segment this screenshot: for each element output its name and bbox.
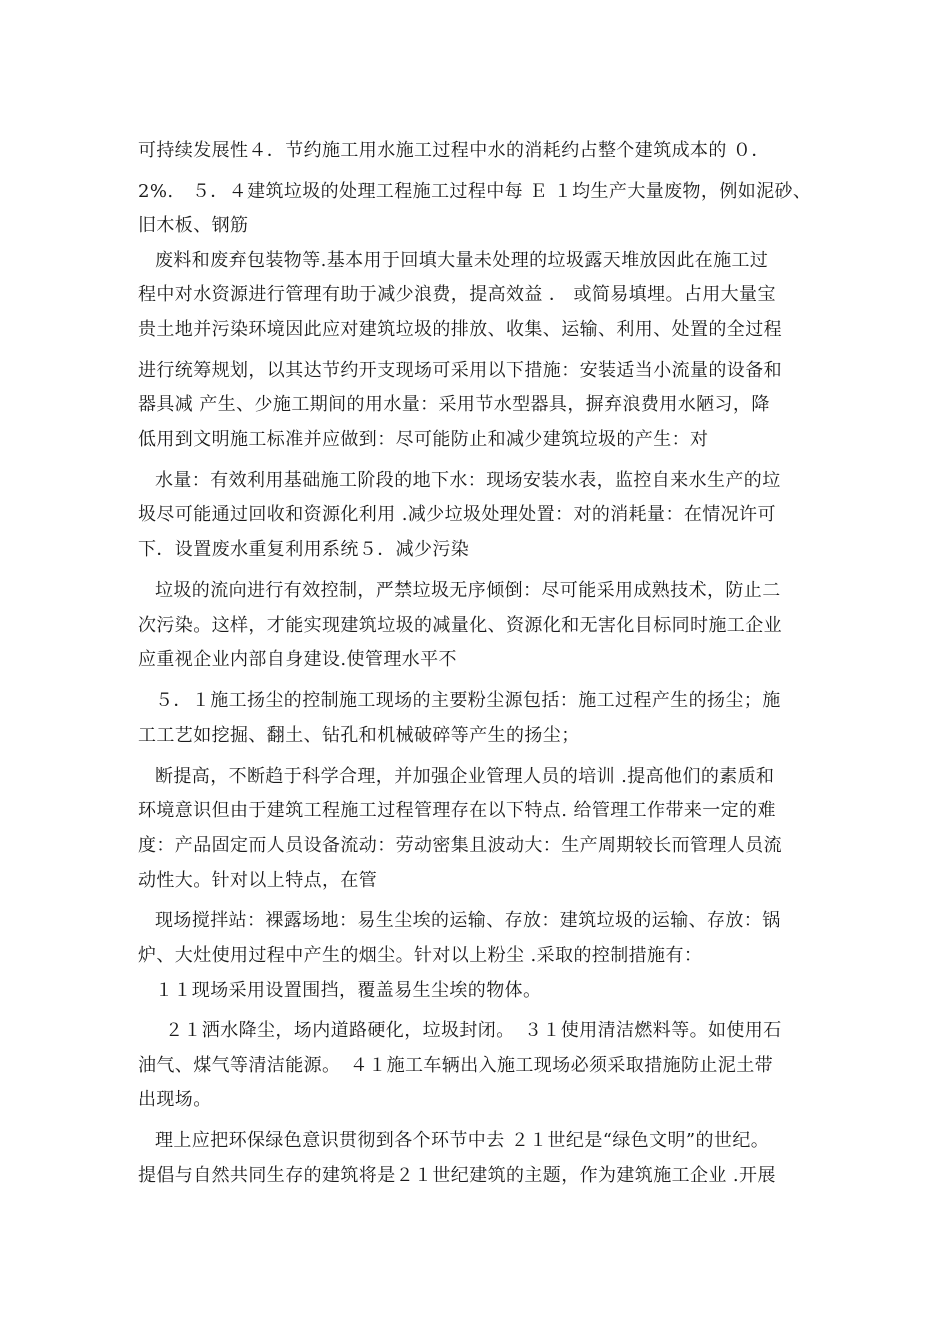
- text-line: 旧木板、钢筋: [138, 215, 249, 236]
- text-line: 工工艺如挖掘、翻土、钻孔和机械破碎等产生的扬尘；: [138, 725, 580, 746]
- text-line: 现场搅拌站：裸露场地：易生尘埃的运输、存放：建筑垃圾的运输、存放：锅: [155, 910, 781, 931]
- text-line: 出现场。: [138, 1089, 212, 1110]
- text-line: 废料和废弃包装物等.基本用于回填大量未处理的垃圾露天堆放因此在施工过: [155, 250, 769, 271]
- text-line: 可持续发展性４．节约施工用水施工过程中水的消耗约占整个建筑成本的 ０．: [138, 140, 770, 161]
- text-line: ５．１施工扬尘的控制施工现场的主要粉尘源包括：施工过程产生的扬尘；施: [155, 690, 781, 711]
- text-line: 度：产品固定而人员设备流动：劳动密集且波动大：生产周期较长而管理人员流: [138, 835, 782, 856]
- text-line: 炉、大灶使用过程中产生的烟尘。针对以上粉尘 .采取的控制措施有：: [138, 945, 703, 966]
- text-line: 圾尽可能通过回收和资源化利用 .减少垃圾处理处置：对的消耗量：在情况许可: [138, 504, 776, 525]
- text-line: 贵土地并污染环境因此应对建筑垃圾的排放、收集、运输、利用、处置的全过程: [138, 319, 782, 340]
- text-line: 油气、煤气等清洁能源。 ４１施工车辆出入施工现场必须采取措施防止泥土带: [138, 1055, 773, 1076]
- text-line: １１现场采用设置围挡，覆盖易生尘埃的物体。: [155, 980, 542, 1001]
- text-line: 提倡与自然共同生存的建筑将是２１世纪建筑的主题，作为建筑施工企业 .开展: [138, 1165, 776, 1186]
- text-line: 下．设置废水重复利用系统５．减少污染: [138, 539, 470, 560]
- text-line: 程中对水资源进行管理有助于减少浪费，提高效益 ． 或简易填埋。占用大量宝: [138, 284, 776, 305]
- text-line: 动性大。针对以上特点，在管: [138, 870, 378, 891]
- text-line: 次污染。这样，才能实现建筑垃圾的减量化、资源化和无害化目标同时施工企业: [138, 615, 782, 636]
- text-line: 低用到文明施工标准并应做到：尽可能防止和减少建筑垃圾的产生：对: [138, 429, 709, 450]
- text-line: 2%. ５．４建筑垃圾的处理工程施工过程中每 Ｅ １均生产大量废物，例如泥砂、: [138, 181, 812, 202]
- text-line: ２１洒水降尘，场内道路硬化，垃圾封闭。 ３１使用清洁燃料等。如使用石: [165, 1020, 782, 1041]
- text-line: 水量：有效利用基础施工阶段的地下水：现场安装水表，监控自来水生产的垃: [155, 470, 781, 491]
- text-line: 应重视企业内部自身建设.使管理水平不: [138, 649, 457, 670]
- text-line: 断提高，不断趋于科学合理，并加强企业管理人员的培训 .提高他们的素质和: [155, 766, 775, 787]
- text-line: 理上应把环保绿色意识贯彻到各个环节中去 ２１世纪是“绿色文明”的世纪。: [155, 1130, 770, 1151]
- text-line: 垃圾的流向进行有效控制，严禁垃圾无序倾倒：尽可能采用成熟技术，防止二: [155, 580, 781, 601]
- text-line: 进行统筹规划，以其达节约开支现场可采用以下措施：安装适当小流量的设备和: [138, 360, 782, 381]
- text-line: 环境意识但由于建筑工程施工过程管理存在以下特点. 给管理工作带来一定的难: [138, 800, 776, 821]
- text-line: 器具减 产生、少施工期间的用水量：采用节水型器具，摒弃浪费用水陋习，降: [138, 394, 770, 415]
